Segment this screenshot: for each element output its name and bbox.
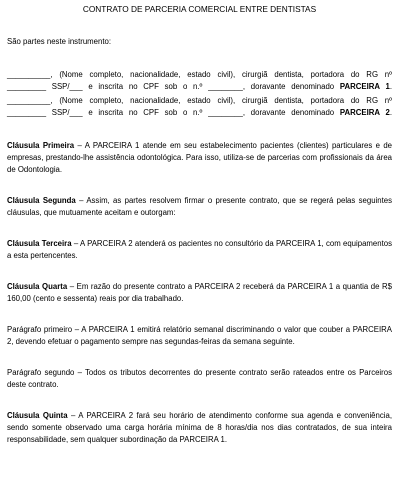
intro-text: São partes neste instrumento:	[7, 37, 112, 46]
clause-5-text: – A PARCEIRA 2 fará seu horário de atendimento conforme sua agenda e conveniência, sendo somente observado uma carga horária mínima de 8 horas/dia nos dias contratados, de sua inteira responsabilidade, sem qualquer subordinação da PARCEIRA 1.	[7, 411, 392, 444]
clause-5	[7, 410, 392, 446]
party-1-denomination: PARCEIRA 1	[339, 82, 390, 91]
party-1-line-2	[7, 81, 392, 93]
clause-3-label: Cláusula Terceira	[7, 239, 72, 248]
clause-3-text: – A PARCEIRA 2 atenderá os pacientes no consultório da PARCEIRA 1, com equipamentos a esta pertencentes.	[7, 239, 392, 260]
clause-4-label: Cláusula Quarta	[7, 282, 68, 291]
clause-1-text: – A PARCEIRA 1 atende em seu estabelecimento pacientes (clientes) particulares e de empresas, prestando-lhe assistência odontológica. Para isso, utiliza-se de parcerias com profissionais da área de Odontologia.	[7, 141, 393, 174]
party-2-line-2-text: _________ SSP/___ e inscrita no CPF sob o n.º ________, doravante denominado	[7, 108, 340, 117]
party-1-block	[7, 69, 392, 93]
clause-4-text: – Em razão do presente contrato a PARCEIRA 2 receberá da PARCEIRA 1 a quantia de R$ 160,00 (cento e sessenta) reais por dia trabalhado.	[7, 282, 392, 303]
paragraph-2: Parágrafo segundo – Todos os tributos decorrentes do presente contrato serão rateados entre os Parceiros deste contrato.	[7, 368, 392, 389]
clause-4	[7, 281, 392, 305]
party-2-line-2-end: .	[389, 108, 392, 117]
party-1-line-1: __________, (Nome completo, nacionalidade, estado civil), cirurgiã dentista, portadora do RG nº	[7, 70, 392, 79]
clause-2-label: Cláusula Segunda	[7, 196, 76, 205]
clause-2	[7, 195, 392, 219]
paragraph-1: Parágrafo primeiro – A PARCEIRA 1 emitirá relatório semanal discriminando o valor que couber a PARCEIRA 2, devendo efetuar o pagamento sempre nas segundas-feiras da semana seguinte.	[7, 325, 392, 346]
party-2-block	[7, 95, 392, 119]
party-2-line-1: __________, (Nome completo, nacionalidade, estado civil), cirurgiã dentista, portadora do RG nº	[7, 96, 392, 105]
clause-3	[7, 238, 392, 262]
document-title: CONTRATO DE PARCERIA COMERCIAL ENTRE DENTISTAS	[82, 4, 317, 14]
clause-5-label: Cláusula Quinta	[7, 411, 68, 420]
party-1-line-2-text: _________ SSP/___ e inscrita no CPF sob o n.º ________, doravante denominado	[7, 82, 340, 91]
party-2-denomination: PARCEIRA 2	[339, 108, 390, 117]
clause-2-text: – Assim, as partes resolvem firmar o presente contrato, que se regerá pelas seguintes cláusulas, que mutuamente aceitam e outorgam:	[7, 196, 392, 217]
party-1-line-2-end: .	[389, 82, 392, 91]
clause-1-label: Cláusula Primeira	[7, 141, 75, 150]
clause-1	[7, 140, 392, 176]
party-2-line-2	[7, 107, 392, 119]
